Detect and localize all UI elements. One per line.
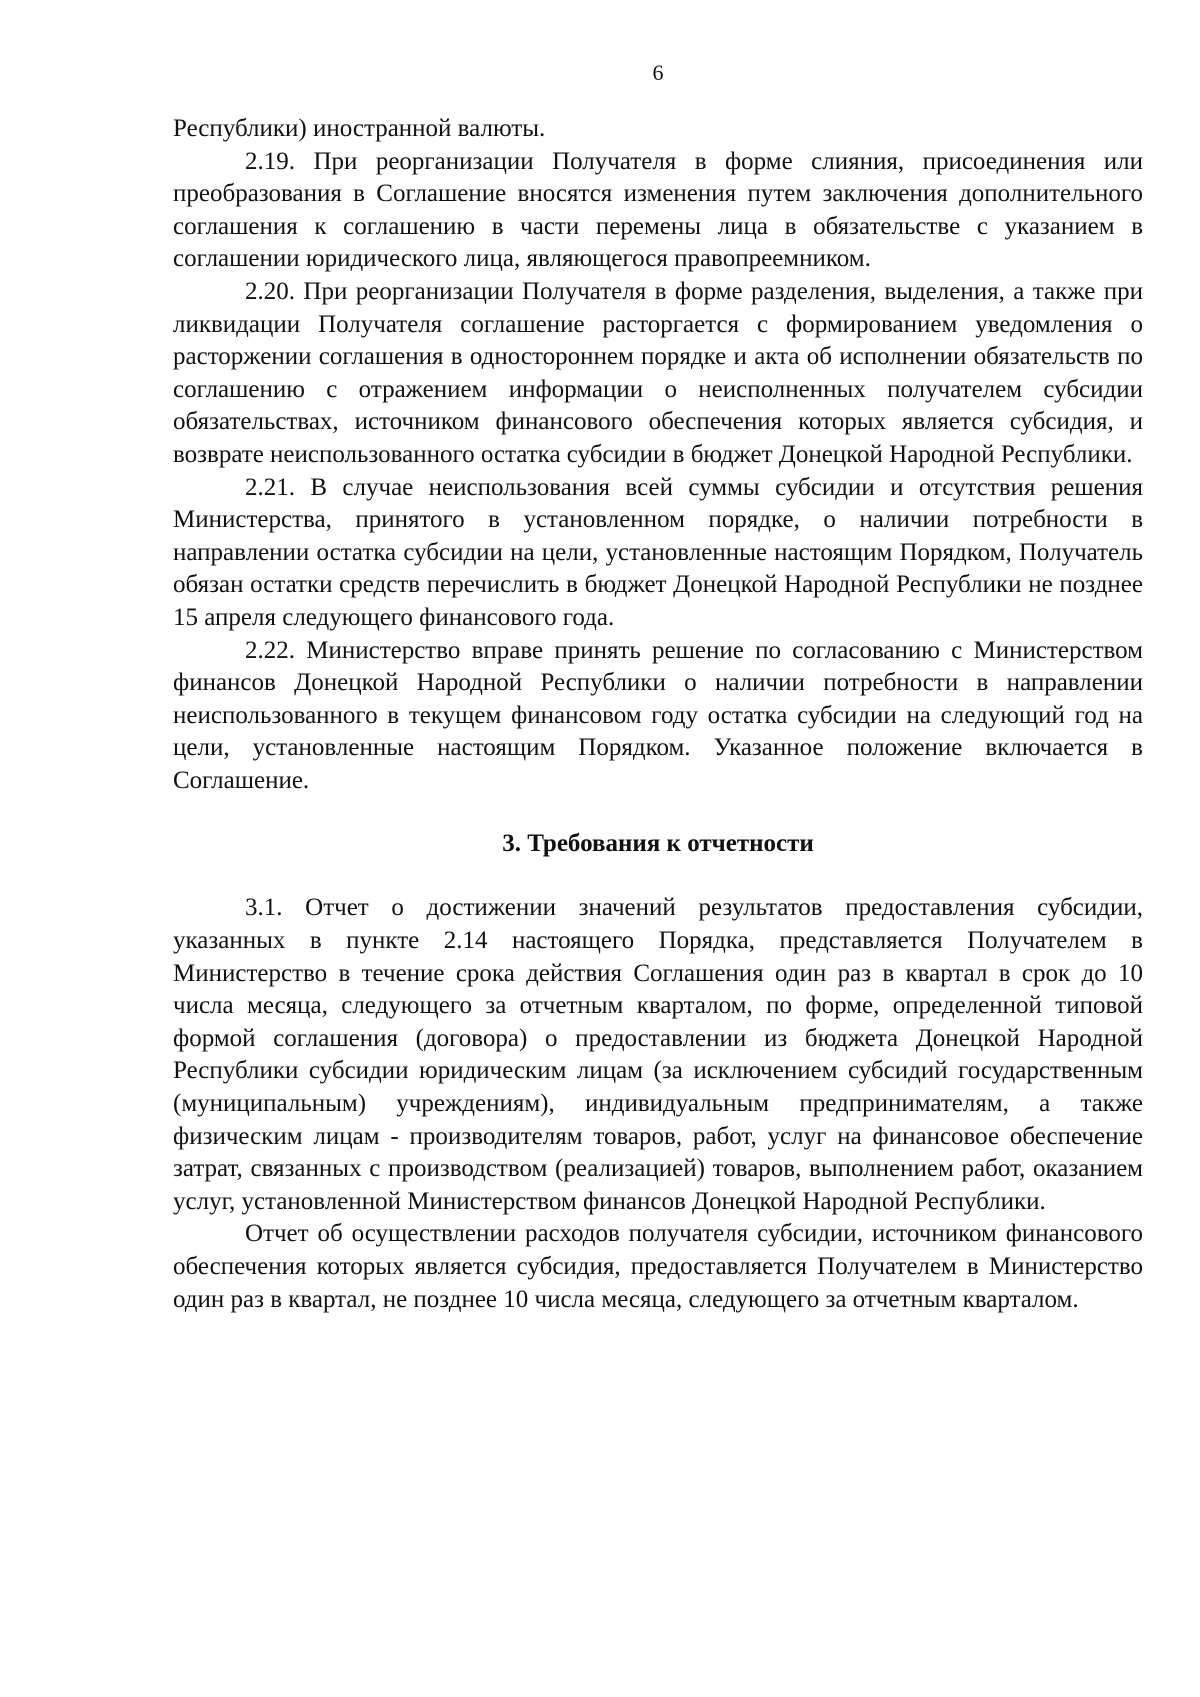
paragraph-continuation: Республики) иностранной валюты. [173, 115, 546, 142]
paragraph-3-1: 3.1. Отчет о достижении значений результатов предоставления субсидии, указанных в пункте 2.14 настоящего Порядка, представляется Получателем в Министерство в течение срока действия Соглашения один раз в квартал в срок до 10 числа месяца, следующего за отчетным кварталом, по форме, определенной типовой формой соглашения (договора) о предоставлении из бюджета Донецкой Народной Республики субсидии юридическим лицам (за исключением субсидий государственным (муниципальным) учреждениям), индивидуальным предпринимателям, а также физическим лицам - производителям товаров, работ, услуг на финансовое обеспечение затрат, связанных с производством (реализацией) товаров, выполнением работ, оказанием услуг, установленной Министерством финансов Донецкой Народной Республики. [173, 894, 1143, 1215]
document-body [173, 113, 1143, 1316]
paragraph-expense-report: Отчет об осуществлении расходов получателя субсидии, источником финансового обеспечения которых является субсидия, предоставляется Получателем в Министерство один раз в квартал, не позднее 10 числа месяца, следующего за отчетным кварталом. [173, 1220, 1143, 1313]
spacer [173, 860, 1143, 892]
page-number: 6 [652, 60, 664, 85]
spacer [173, 797, 1143, 828]
paragraph-2-22: 2.22. Министерство вправе принять решение по согласованию с Министерством финансов Донецкой Народной Республики о наличии потребности в направлении неиспользованного в текущем финансовом году остатка субсидии на следующий год на цели, установленные настоящим Порядком. Указанное положение включается в Соглашение. [173, 636, 1143, 794]
paragraph-2-20: 2.20. При реорганизации Получателя в форме разделения, выделения, а также при ликвидации Получателя соглашение расторгается с формированием уведомления о расторжении соглашения в одностороннем порядке и акта об исполнении обязательств по соглашению с отражением информации о неисполненных получателем субсидии обязательствах, источником финансового обеспечения которых является субсидия, и возврате неиспользованного остатка субсидии в бюджет Донецкой Народной Республики. [173, 277, 1143, 468]
paragraph-2-21: 2.21. В случае неиспользования всей суммы субсидии и отсутствия решения Министерства, принятого в установленном порядке, о наличии потребности в направлении остатка субсидии на цели, установленные настоящим Порядком, Получатель обязан остатки средств перечислить в бюджет Донецкой Народной Республики не позднее 15 апреля следующего финансового года. [173, 473, 1143, 631]
section-heading: 3. Требования к отчетности [502, 830, 814, 858]
paragraph-2-19: 2.19. При реорганизации Получателя в форме слияния, присоединения или преобразования в Соглашение вносятся изменения путем заключения дополнительного соглашения к соглашению в части перемены лица в обязательстве с указанием в соглашении юридического лица, являющегося правопреемником. [173, 147, 1143, 273]
